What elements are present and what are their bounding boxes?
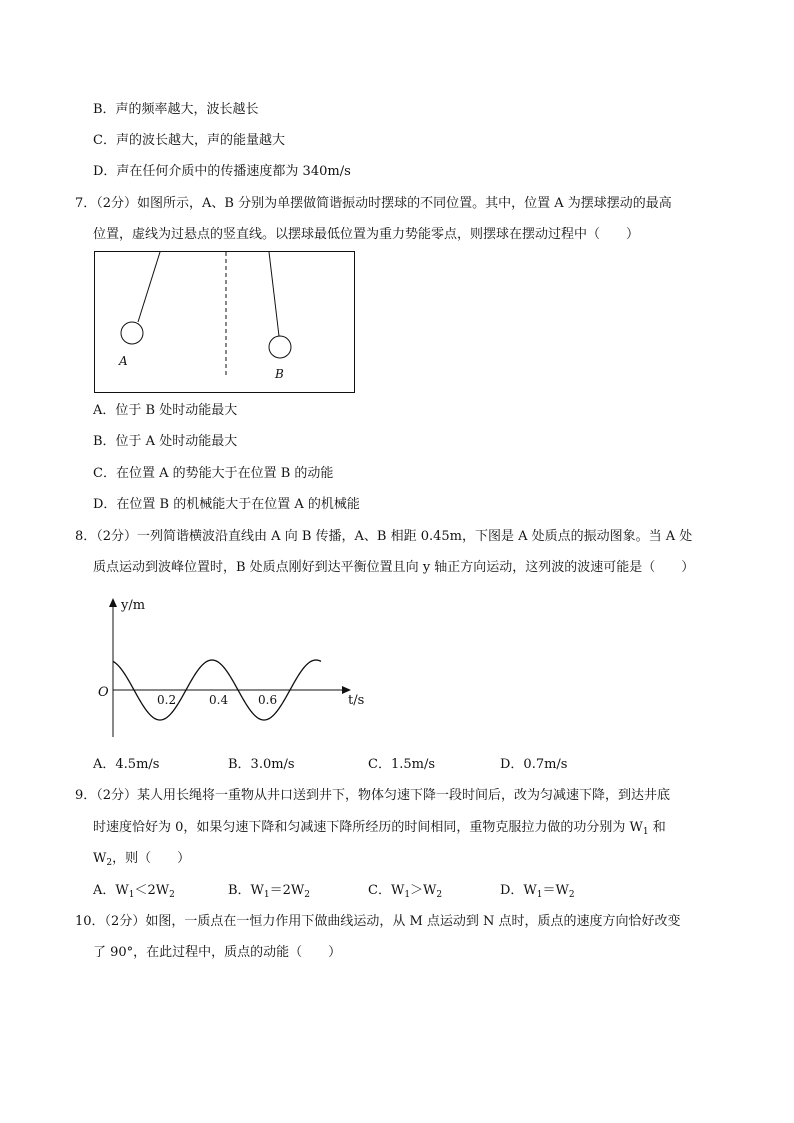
q9-option-d: D．$W_1=W_2$ — [500, 883, 575, 900]
q8-option-a: A．4.5m/s — [93, 757, 160, 772]
ball-b — [269, 336, 291, 358]
q9-stem-line3 — [93, 849, 190, 869]
q8-option-b: B．3.0m/s — [228, 757, 295, 772]
q10-stem-line1: 10．（2分）如图，一质点在一恒力作用下做曲线运动，从 M 点运动到 N 点时，质点的速度方向恰好改变 — [75, 914, 681, 929]
q7-option-b: B．位于 A 处时动能最大 — [93, 434, 238, 449]
origin-label: O — [98, 685, 109, 700]
ball-a — [121, 322, 143, 344]
q8-stem-line2: 质点运动到波峰位置时，B 处质点刚好到达平衡位置且向 y 轴正方向运动，这列波的波速可能是（ ） — [93, 560, 695, 575]
q9-option-b: B．$W_1=2W_2$ — [228, 883, 311, 900]
q9-stem-line1: 9．（2分）某人用长绳将一重物从井口送到井下，物体匀速下降一段时间后，改为匀减速下降，到达井底 — [75, 788, 671, 803]
q6-option-c: C．声的波长越大，声的能量越大 — [93, 133, 285, 148]
tick-label-0-6: 0.6 — [258, 693, 278, 707]
q10-stem-line2: 了 90°，在此过程中，质点的动能（ ） — [93, 945, 342, 960]
q8-stem-line1: 8．（2分）一列简谐横波沿直线由 A 向 B 传播，A、B 相距 0.45m，下图是 A 处质点的振动图象。当 A 处 — [75, 529, 693, 544]
q7-option-d: D．在位置 B 的机械能大于在位置 A 的机械能 — [93, 497, 360, 512]
string-b — [269, 252, 279, 336]
label-b: B — [275, 367, 284, 381]
q7-stem-line2: 位置，虚线为过悬点的竖直线。以摆球最低位置为重力势能零点，则摆球在摆动过程中（ ） — [93, 227, 640, 242]
q9-option-c: C．$W_1>W_2$ — [368, 883, 443, 900]
x-axis-label: t/s — [348, 693, 365, 708]
q9-option-a: A．$W_1<2W_2$ — [93, 883, 175, 900]
q9-line3-sub: 2 — [106, 858, 113, 868]
q9-options — [0, 881, 794, 903]
label-a: A — [119, 354, 128, 368]
q9-line3-text: W — [93, 851, 107, 866]
vibration-graph — [92, 592, 372, 742]
q8-option-d: D．0.7m/s — [500, 757, 568, 772]
y-axis-label: y/m — [121, 598, 146, 613]
q7-stem-line1: 7．（2分）如图所示，A、B 分别为单摆做简谐振动时摆球的不同位置。其中，位置 A 为摆球摆动的最高 — [75, 196, 672, 211]
q6-option-b: B．声的频率越大，波长越长 — [93, 102, 259, 117]
q6-option-d: D．声在任何介质中的传播速度都为 340m/s — [93, 164, 351, 179]
tick-label-0-2: 0.2 — [157, 693, 177, 707]
q7-option-a: A．位于 B 处时动能最大 — [93, 403, 238, 418]
tick-label-0-4: 0.4 — [209, 693, 229, 707]
pendulum-figure — [94, 251, 356, 394]
q9-line2-sub: 1 — [642, 827, 649, 837]
string-a — [138, 252, 160, 322]
q9-stem-line2 — [93, 818, 666, 838]
q9-line2-tail: 和 — [648, 820, 666, 835]
q8-options — [0, 755, 794, 775]
q9-line2-text: 时速度恰好为 0，如果匀速下降和匀减速下降所经历的时间相同，重物克服拉力做的功分别为 W — [93, 820, 643, 835]
q7-option-c: C．在位置 A 的势能大于在位置 B 的动能 — [93, 466, 334, 481]
q9-line3-tail: ，则（ ） — [112, 851, 191, 866]
y-axis-arrow — [109, 598, 117, 607]
q8-option-c: C．1.5m/s — [368, 757, 435, 772]
